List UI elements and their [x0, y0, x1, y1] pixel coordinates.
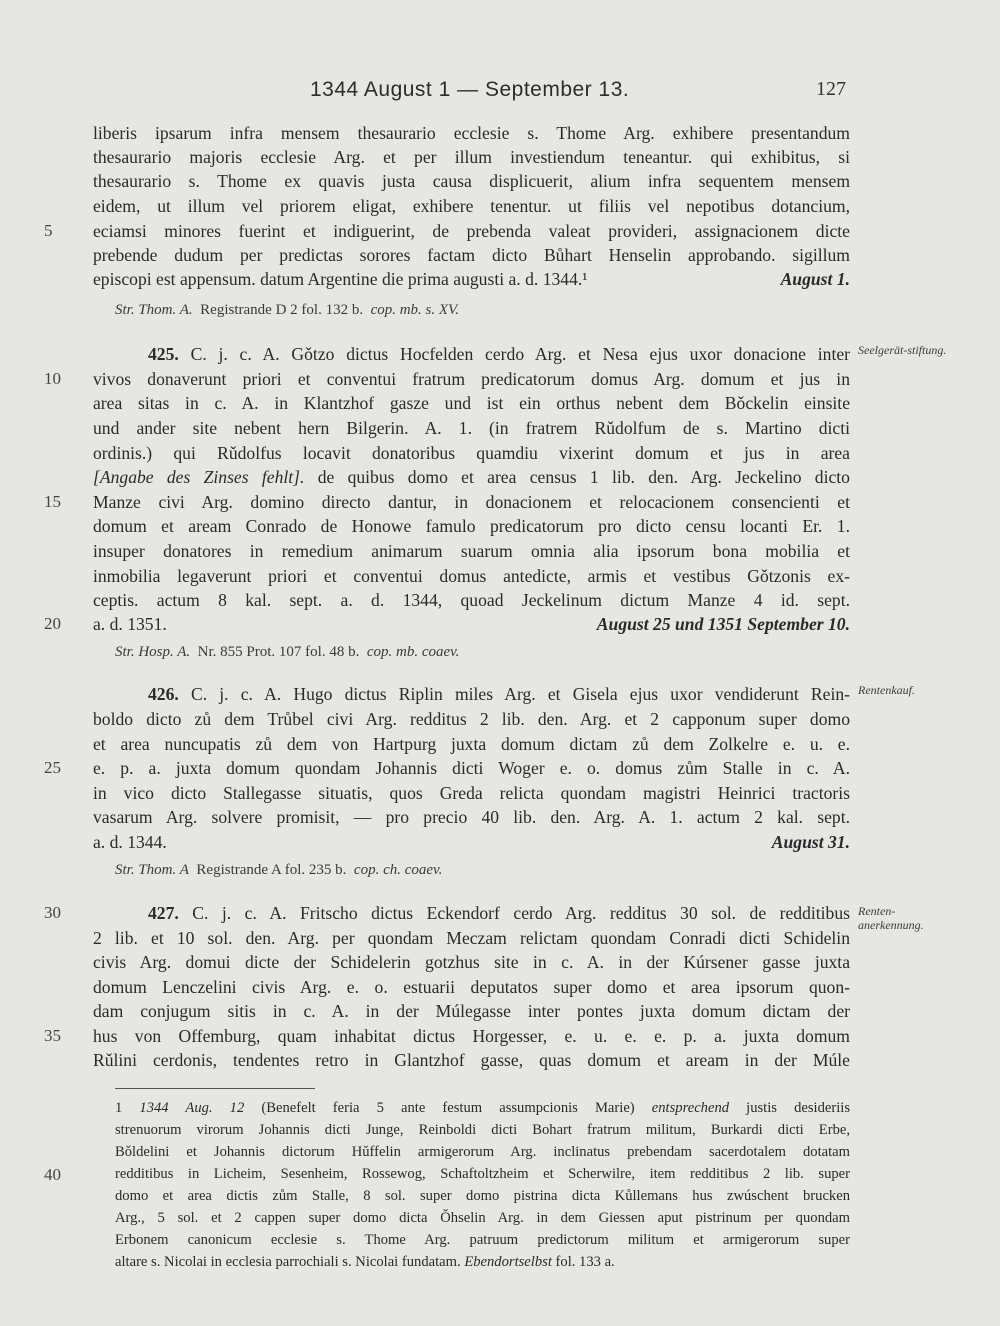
source-note: cop. mb. coaev.: [366, 644, 460, 660]
text-line: thesaurario majoris ecclesie Arg. et per illum investiendum teneantur. qui exhibitus, si: [93, 147, 850, 167]
footnote-line: Erbonem canonicum ecclesie s. Thome Arg. patruum predictorum militum et armigerorum super: [115, 1232, 850, 1248]
line-number: 15: [44, 492, 61, 511]
footnote-ref: 1344 Aug. 12: [139, 1100, 245, 1116]
text-line: [93, 830, 850, 854]
line-number: 25: [44, 758, 61, 777]
line-number: 30: [44, 903, 61, 922]
text-line: dam conjugum sitis in c. A. in der Múlegasse inter pontes juxta domum dictam der: [93, 1001, 850, 1021]
text-line: e. p. a. juxta domum quondam Johannis dicti Woger e. o. domus zům Stalle in c. A.: [93, 758, 850, 778]
entry-date: August 1.: [780, 269, 850, 289]
source-text: Registrande D 2 fol. 132 b.: [200, 302, 364, 318]
entry-number: 427.: [148, 903, 179, 923]
footnote-line: strenuorum virorum Johannis dicti Junge, Reinboldi dicti Bohart fratrum militum, Burkardi dicti Erbe,: [115, 1122, 850, 1138]
source-reference: [115, 860, 442, 880]
source-note: cop. ch. coaev.: [353, 862, 443, 878]
line-number: 10: [44, 369, 61, 388]
text-line: [93, 441, 850, 465]
text-span: C. j. c. A. Fritscho dictus Eckendorf cerdo Arg. redditus 30 sol. de redditibus: [192, 903, 850, 923]
source-archive: Str. Thom. A: [115, 862, 189, 878]
text-line: domum Lenczelini civis Arg. e. o. estuarii deputatos super domo et area ipsorum quon-: [93, 977, 850, 997]
entry-first-line: [148, 901, 850, 925]
footnote-line: Arg., 5 sol. et 2 cappen super domo dicta Ǒhselin Arg. in dem Giessen aput pistrinum per quondam: [115, 1210, 850, 1226]
text-line: boldo dicto zů dem Trůbel civi Arg. redditus 2 lib. den. Arg. et 2 capponum super domo: [93, 709, 850, 729]
text-line: inmobilia legaverunt priori et conventui domus antedicte, armis et vestibus Gǒtzonis ex-: [93, 566, 850, 586]
text-line: in vico dicto Stallegasse situatis, quos Greda relicta quondam magistri Heinrici tractoris: [93, 783, 850, 803]
margin-note: Renten-anerkennung.: [858, 904, 924, 932]
source-text: Nr. 855 Prot. 107 fol. 48 b.: [197, 644, 360, 660]
footnote-marker: 1: [115, 1100, 123, 1116]
entry-first-line: [148, 342, 850, 366]
text-line: [93, 465, 850, 489]
footnote-line: [115, 1251, 850, 1273]
source-archive: Str. Thom. A.: [115, 302, 193, 318]
line-number: 5: [44, 221, 53, 240]
running-head: [0, 78, 1000, 108]
text-span: C. j. c. A. Gǒtzo dictus Hocfelden cerdo Arg. et Nesa ejus uxor donacione inter: [190, 344, 850, 364]
text-line: 2 lib. et 10 sol. den. Arg. per quondam Meczam relictam quondam Conradi dicti Schidelin: [93, 928, 850, 948]
text-line: et area nuncupatis zů dem von Hartpurg juxta domum dictam zů dem Zolkelre e. u. e.: [93, 734, 850, 754]
entry-first-line: [148, 682, 850, 706]
footnote-line: redditibus in Licheim, Sesenheim, Rossewog, Schaftoltzheim et Scherwilre, item redditibus 2 lib. super: [115, 1166, 850, 1182]
line-number: 40: [44, 1165, 61, 1184]
text-line: vasarum Arg. solvere promisit, — pro precio 40 lib. den. Arg. A. 1. actum 2 kal. sept.: [93, 807, 850, 827]
text-span: a. d. 1344.: [93, 832, 167, 852]
text-line: Manze civi Arg. domino directo dantur, in donacionem et relocacionem consencienti et: [93, 492, 850, 512]
source-text: Registrande A fol. 235 b.: [196, 862, 347, 878]
text-line: liberis ipsarum infra mensem thesaurario ecclesie s. Thome Arg. exhibere presentandum: [93, 123, 850, 143]
text-span: altare s. Nicolai in ecclesia parrochiali s. Nicolai fundatam.: [115, 1254, 461, 1270]
text-span: a. d. 1351.: [93, 614, 167, 634]
source-reference: [115, 300, 459, 320]
footnote-line: Bǒldelini et Johannis dictorum Hǔffelin armigerorum Arg. inclinatus prebendam sacerdotalem dotatam: [115, 1144, 850, 1160]
text-span: de quibus domo et area census 1 lib. den. Arg. Jeckelino dicto: [317, 467, 850, 487]
footnote-ref: Ebendortselbst: [464, 1254, 552, 1270]
margin-note: Rentenkauf.: [858, 683, 915, 697]
line-number: 20: [44, 614, 61, 633]
text-line: vivos donaverunt priori et conventui fratrum predicatorum domus Arg. domum et jus in: [93, 369, 850, 389]
line-number: 35: [44, 1026, 61, 1045]
text-line: eidem, ut illum vel priorem eligat, exhibere tenentur. ut filiis vel nepotibus dotancium,: [93, 196, 850, 216]
text-line: prebende dudum per predictas sorores factam dicto Bůhart Henselin approbando. sigillum: [93, 245, 850, 265]
editorial-note: [Angabe des Zinses fehlt].: [93, 467, 305, 487]
text-span: fol. 133 a.: [555, 1254, 615, 1270]
entry-number: 426.: [148, 684, 179, 704]
text-span: justis desideriis: [746, 1100, 851, 1116]
text-span: ordinis.) qui Rǔdolfus locavit donatoribus quamdiu vixerint domum et jus in area: [93, 443, 850, 463]
source-note: cop. mb. s. XV.: [370, 302, 460, 318]
text-line: und ander site nebent hern Bilgerin. A. 1. (in fratrem Rǔdolfum de s. Martino dicti: [93, 418, 850, 438]
entry-date: August 25 und 1351 September 10.: [596, 614, 850, 634]
text-line: domum et aream Conrado de Honowe famulo predicatorum pro dicto censu locanti Er. 1.: [93, 516, 850, 536]
margin-note: Seelgerät-stiftung.: [858, 343, 947, 357]
text-span: C. j. c. A. Hugo dictus Riplin miles Arg. et Gisela ejus uxor vendiderunt Rein-: [190, 684, 850, 704]
page-number: 127: [816, 78, 846, 100]
page-title: 1344 August 1 — September 13.: [310, 78, 630, 101]
text-line: eciamsi minores fuerint et indiguerint, de prebenda valeat provideri, assignacionem dicte: [93, 221, 850, 241]
entry-number: 425.: [148, 344, 179, 364]
footnote-rule: [115, 1088, 315, 1089]
text-line: hus von Offemburg, quam inhabitat dictus Horgesser, e. u. e. e. p. a. juxta domum: [93, 1026, 850, 1046]
entry-date: August 31.: [771, 832, 850, 852]
text-line: insuper donatores in remedium animarum suarum omnia alia ipsorum bona mobilia et: [93, 541, 850, 561]
text-line: area sitas in c. A. in Klantzhof gasze und ist ein orthus nebent dem Bǒckelin einsite: [93, 393, 850, 413]
text-line: thesaurario s. Thome ex quavis justa causa displicuerit, alium infra sequentem mensem: [93, 171, 850, 191]
source-reference: [115, 642, 459, 662]
footnote-line: domo et area dictis zům Stalle, 8 sol. super domo pistrina dicta Kůllemans hus zwúschent brucken: [115, 1188, 850, 1204]
text-span: episcopi est appensum. datum Argentine die prima augusti a. d. 1344.¹: [93, 269, 588, 289]
text-line: [93, 612, 850, 636]
text-line: Rǔlini cerdonis, tendentes retro in Glantzhof gasse, quas domum et aream in der Múle: [93, 1050, 850, 1070]
footnote-line: [115, 1097, 850, 1119]
text-span: (Benefelt feria 5 ante festum assumpcionis Marie): [261, 1100, 635, 1116]
text-line: ceptis. actum 8 kal. sept. a. d. 1344, quoad Jeckelinum dictum Manze 4 id. sept.: [93, 590, 850, 610]
text-line: civis Arg. domui dicte der Schidelerin gotzhus site in c. A. in der Kúrsener gasse juxta: [93, 952, 850, 972]
text-line: [93, 267, 850, 291]
footnote-keyword: entsprechend: [651, 1100, 730, 1116]
source-archive: Str. Hosp. A.: [115, 644, 191, 660]
